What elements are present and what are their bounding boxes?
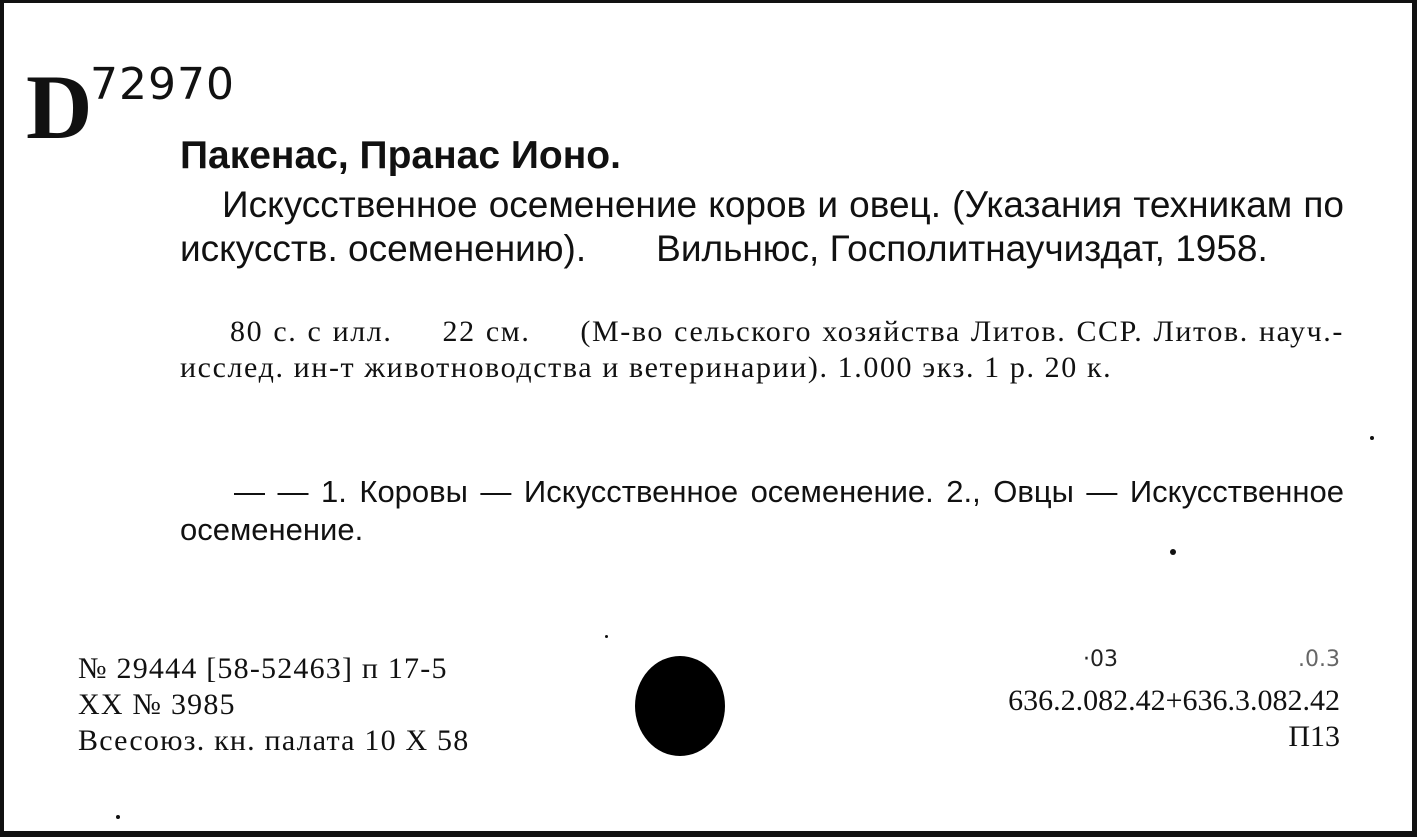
author-heading: Пакенас, Пранас Ионо. — [180, 134, 621, 177]
collation-series: (М-во сельского хозяйства Литов. ССР. Литов. науч.-исслед. ин-т животноводства и ветеринарии). 1.000 экз. 1 р. 20 к. — [180, 315, 1344, 384]
registration-info — [78, 651, 469, 759]
imprint-text: Вильнюс, Госполитнаучиздат, 1958. — [656, 228, 1268, 269]
registration-line-2: XX № 3985 — [78, 688, 236, 721]
call-number-letter: D — [26, 56, 93, 158]
registration-line-1: № 29444 [58-52463] п 17-5 — [78, 652, 448, 685]
handwritten-mark-1: ·03 — [1083, 647, 1118, 672]
registration-line-3: Всесоюз. кн. палата 10 X 58 — [78, 724, 470, 757]
ink-speck — [605, 635, 608, 638]
card-punch-hole — [635, 656, 725, 756]
ink-speck — [116, 815, 120, 819]
author-code: П13 — [1288, 720, 1340, 753]
ink-speck — [1370, 436, 1374, 440]
classification-info — [1008, 651, 1340, 755]
ink-speck — [1170, 549, 1176, 555]
collation — [180, 314, 1344, 386]
title-statement — [180, 183, 1344, 271]
collation-pages: 80 с. с илл. — [230, 315, 393, 348]
udc-number: 636.2.082.42+636.3.082.42 — [1008, 684, 1340, 717]
subject-headings: — — 1. Коровы — Искусственное осеменение. 2., Овцы — Искусственное осеменение. — [180, 474, 1344, 547]
collation-size: 22 см. — [442, 315, 531, 348]
handwritten-mark-2: .0.3 — [1298, 647, 1340, 672]
call-number: 72970 — [90, 59, 235, 110]
title-text: Искусственное осеменение коров и овец. (Указания техникам по искусств. осеменению). — [180, 184, 1344, 269]
